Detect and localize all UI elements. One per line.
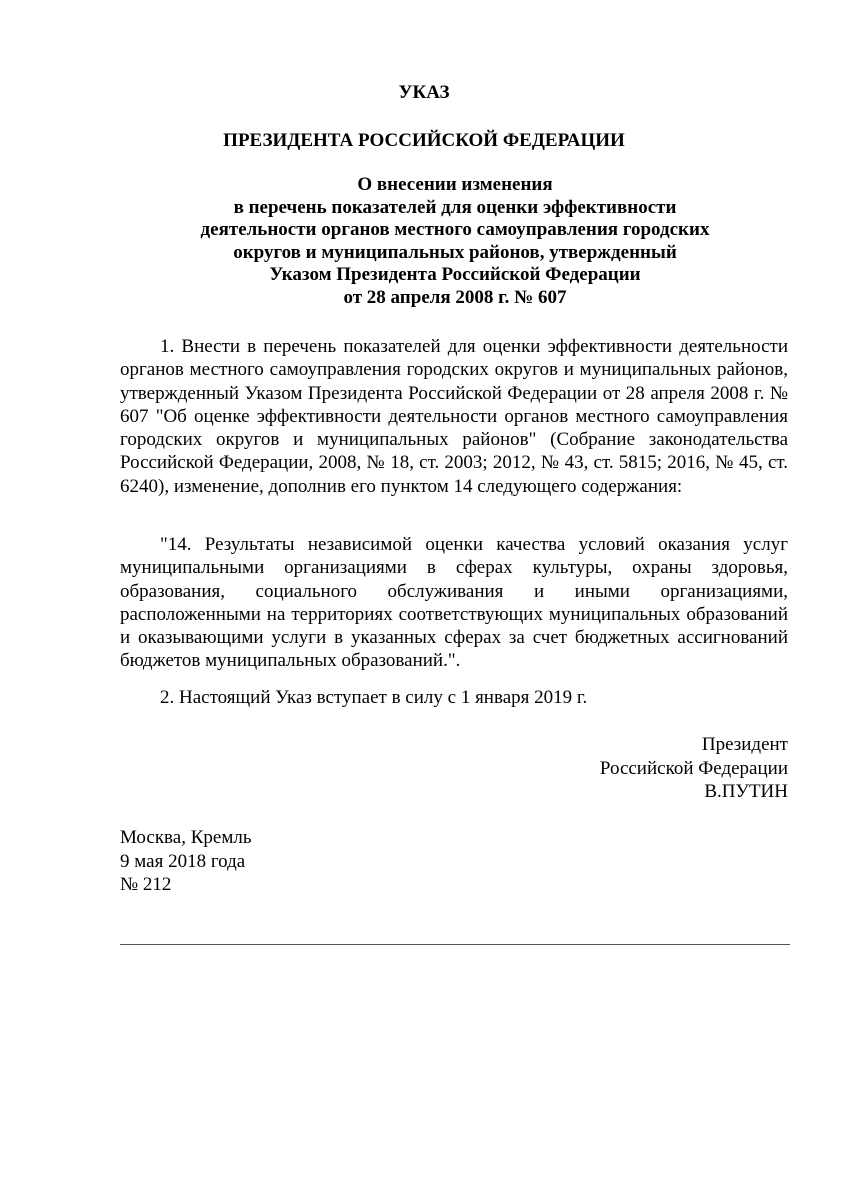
signature-title-line1: Президент xyxy=(701,734,788,755)
place-date-block xyxy=(120,826,252,897)
signature-title-line2: Российской Федерации xyxy=(599,757,788,779)
subject-line: О внесении изменения xyxy=(357,174,553,195)
document-type-heading: УКАЗ xyxy=(398,82,450,103)
subject-line: от 28 апреля 2008 г. № 607 xyxy=(343,286,567,308)
signatory-name: В.ПУТИН xyxy=(704,781,788,802)
subject-line: округов и муниципальных районов, утвержденный xyxy=(233,241,677,263)
paragraph-3: 2. Настоящий Указ вступает в силу с 1 января 2019 г. xyxy=(160,687,588,708)
paragraph-2: "14. Результаты независимой оценки качества условий оказания услуг муниципальными организациями в сферах культуры, охраны здоровья, образования, социального обслуживания и иными организациями, расположенными на территориях соответствующих муниципальных образований и оказывающими услуги в указанных сферах за счет бюджетных ассигнований бюджетов муниципальных образований.". xyxy=(120,534,788,672)
subject-line: Указом Президента Российской Федерации xyxy=(269,264,641,285)
paragraph-1: 1. Внести в перечень показателей для оценки эффективности деятельности органов местного самоуправления городских округов и муниципальных районов, утвержденный Указом Президента Российской Федерации от 28 апреля 2008 г. № 607 "Об оценке эффективности деятельности органов местного самоуправления городских округов и муниципальных районов" (Собрание законодательства Российской Федерации, 2008, № 18, ст. 2003; 2012, № 43, ст. 5815; 2016, № 45, ст. 6240), изменение, дополнив его пунктом 14 следующего содержания: xyxy=(120,336,788,497)
bottom-divider xyxy=(120,944,790,945)
signing-place: Москва, Кремль xyxy=(120,827,252,848)
signature-block xyxy=(600,733,788,804)
signing-date: 9 мая 2018 года xyxy=(120,850,246,872)
decree-number: № 212 xyxy=(120,874,172,895)
document-subject xyxy=(120,174,790,309)
issuer-heading: ПРЕЗИДЕНТА РОССИЙСКОЙ ФЕДЕРАЦИИ xyxy=(223,130,625,151)
subject-line: в перечень показателей для оценки эффективности xyxy=(233,196,677,218)
subject-line: деятельности органов местного самоуправления городских xyxy=(200,219,710,240)
